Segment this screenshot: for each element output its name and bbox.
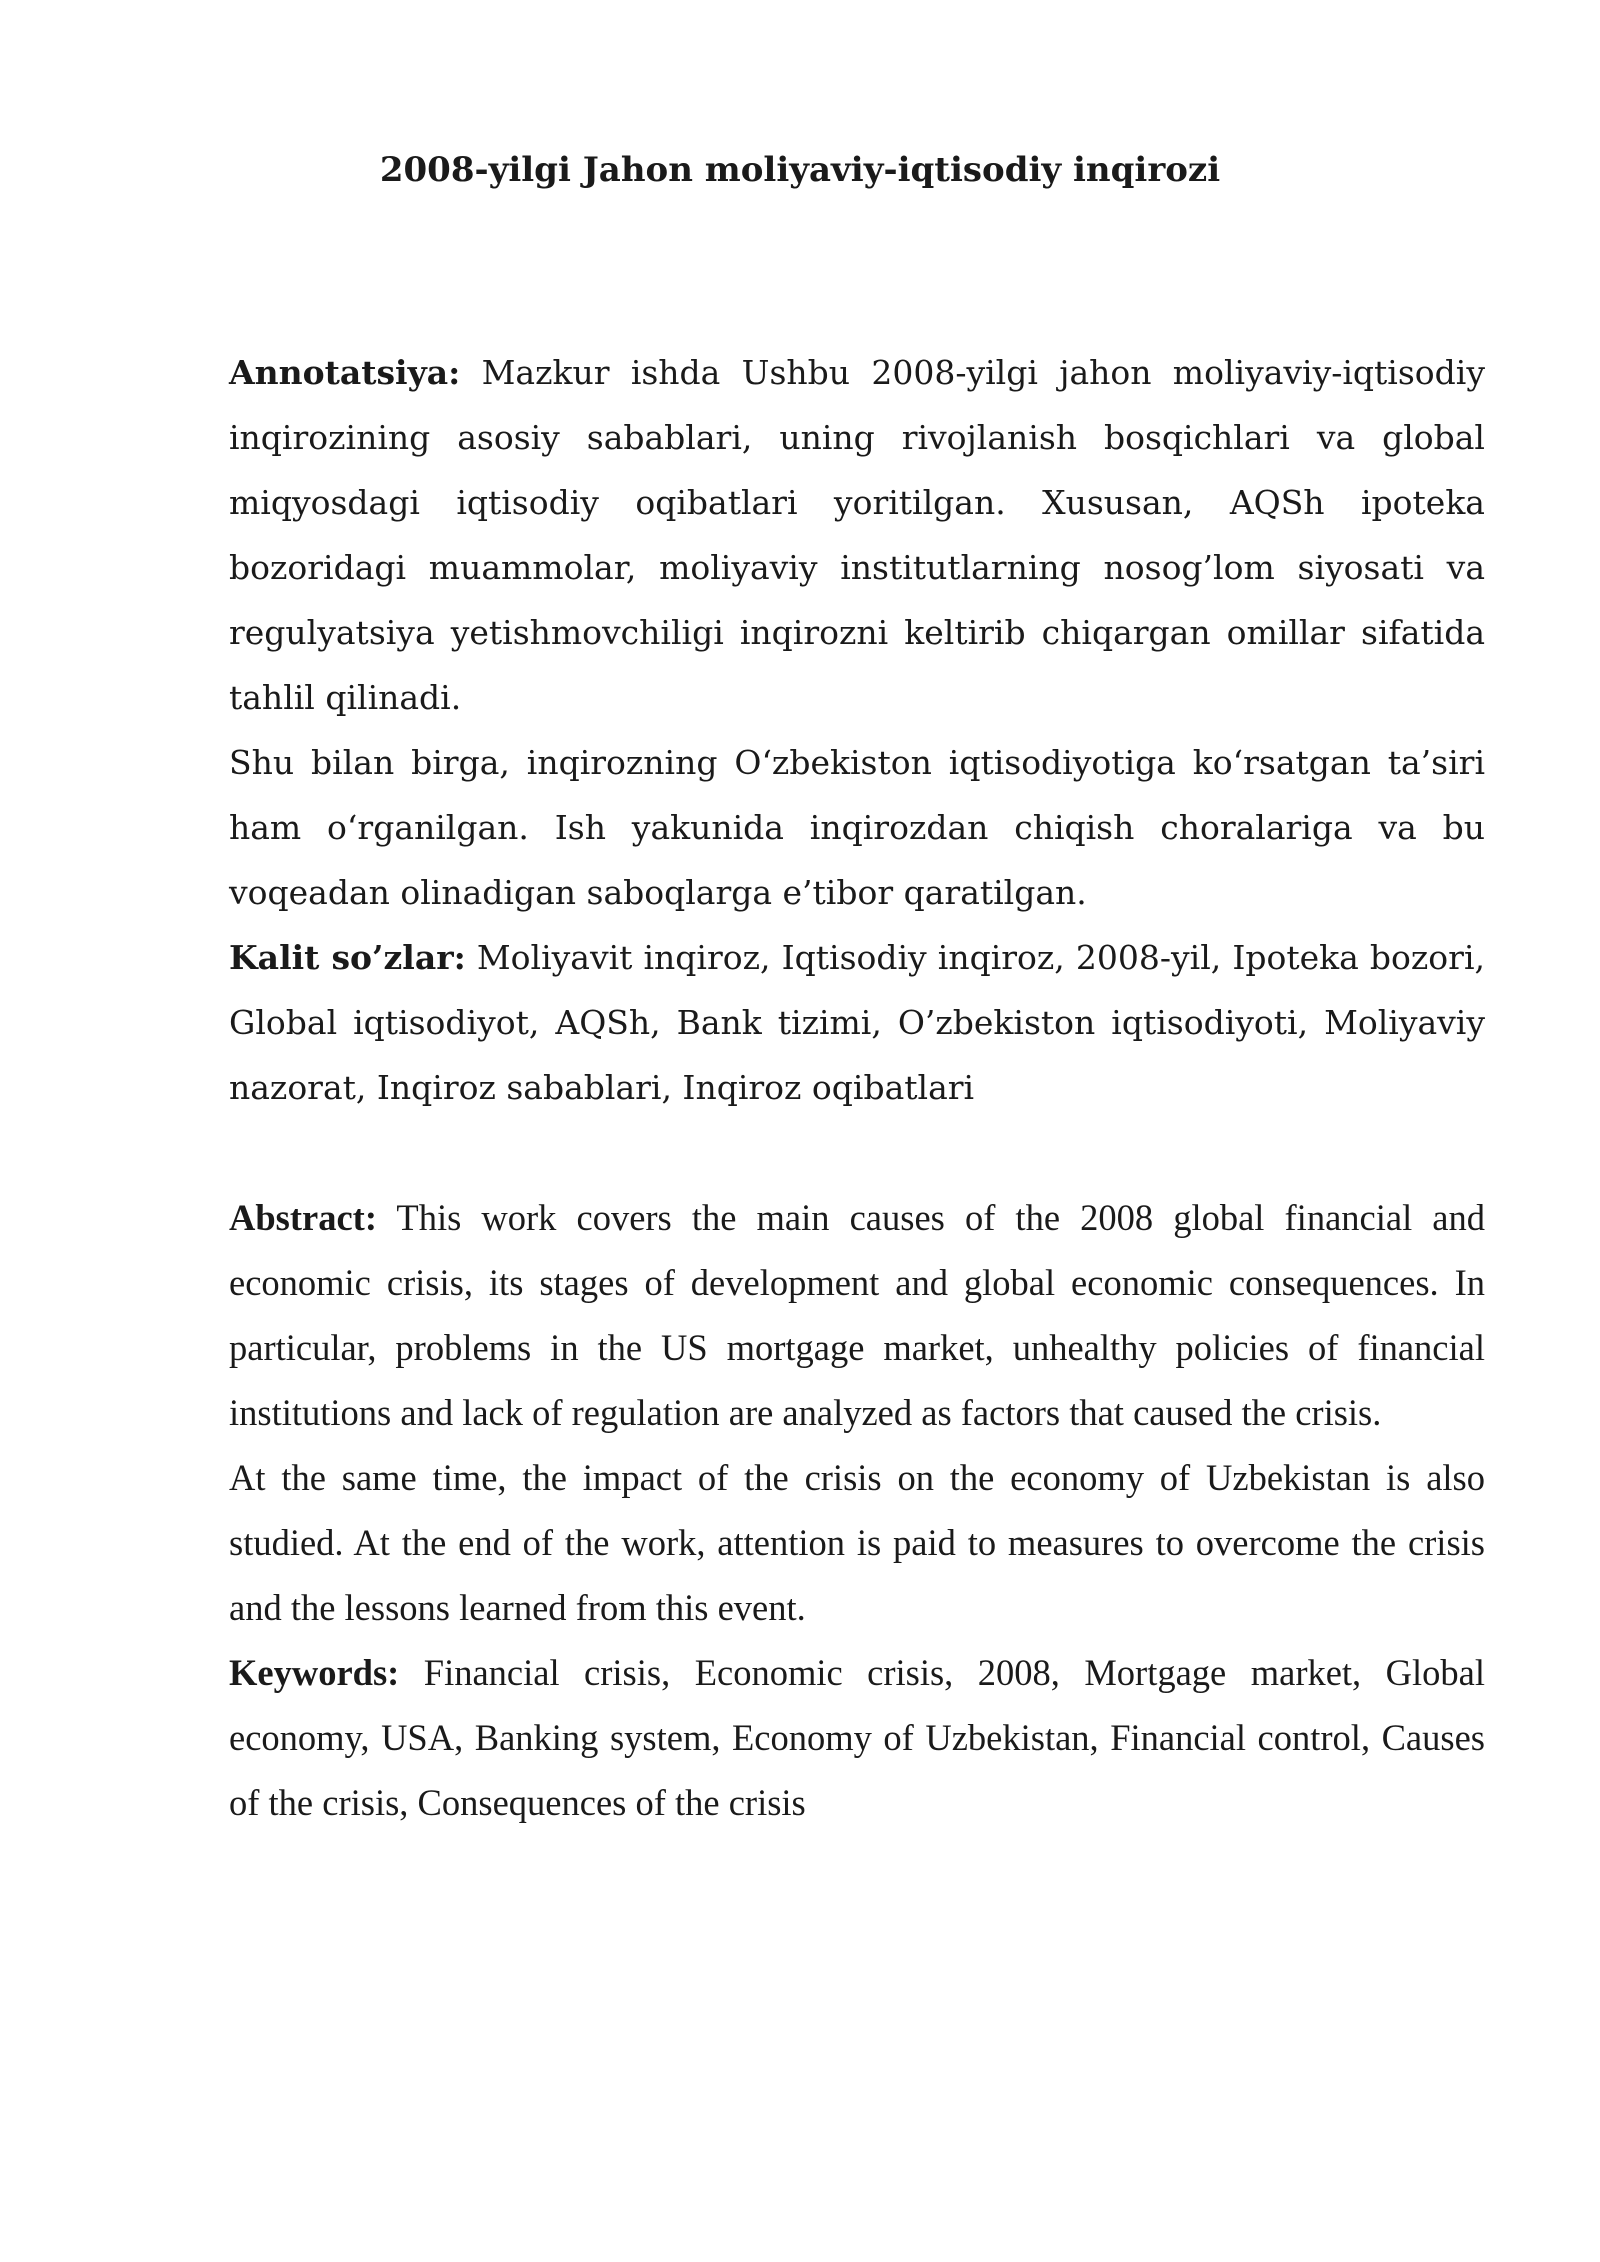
- annotation-label: Annotatsiya:: [229, 353, 461, 392]
- annotation-continuation: Shu bilan birga, inqirozning O‘zbekiston iqtisodiyotiga ko‘rsatgan ta’siri ham o‘rganilgan. Ish yakunida inqirozdan chiqish choralariga va bu voqeadan olinadigan saboqlarga e’tibor qaratilgan.: [229, 743, 1485, 912]
- keywords-en-paragraph: [229, 1640, 1485, 1835]
- keywords-en-text: Financial crisis, Economic crisis, 2008, Mortgage market, Global economy, USA, Banking system, Economy of Uzbekistan, Financial control, Causes of the crisis, Consequences of the crisis: [229, 1652, 1485, 1823]
- abstract-text: This work covers the main causes of the 2008 global financial and economic crisis, its stages of development and global economic consequences. In particular, problems in the US mortgage market, unhealthy policies of financial institutions and lack of regulation are analyzed as factors that caused the crisis.: [229, 1197, 1485, 1433]
- keywords-uz-text: Moliyavit inqiroz, Iqtisodiy inqiroz, 2008-yil, Ipoteka bozori, Global iqtisodiyot, AQSh, Bank tizimi, O’zbekiston iqtisodiyoti, Moliyaviy nazorat, Inqiroz sabablari, Inqiroz oqibatlari: [229, 938, 1485, 1107]
- abstract-paragraph: [229, 1185, 1485, 1445]
- abstract-label: Abstract:: [229, 1197, 377, 1238]
- document-title: 2008-yilgi Jahon moliyaviy-iqtisodiy inqirozi: [379, 150, 1221, 190]
- keywords-uz-paragraph: [229, 925, 1485, 1120]
- abstract-continuation: At the same time, the impact of the crisis on the economy of Uzbekistan is also studied. At the end of the work, attention is paid to measures to overcome the crisis and the lessons learned from this event.: [229, 1457, 1485, 1628]
- annotation-paragraph: [229, 340, 1485, 730]
- keywords-uz-label: Kalit so’zlar:: [229, 938, 466, 977]
- annotation-text: Mazkur ishda Ushbu 2008-yilgi jahon moliyaviy-iqtisodiy inqirozining asosiy sabablari, uning rivojlanish bosqichlari va global miqyosdagi iqtisodiy oqibatlari yoritilgan. Xususan, AQSh ipoteka bozoridagi muammolar, moliyaviy institutlarning nosog’lom siyosati va regulyatsiya yetishmovchiligi inqirozni keltirib chiqargan omillar sifatida tahlil qilinadi.: [229, 353, 1485, 717]
- keywords-en-label: Keywords:: [229, 1652, 400, 1693]
